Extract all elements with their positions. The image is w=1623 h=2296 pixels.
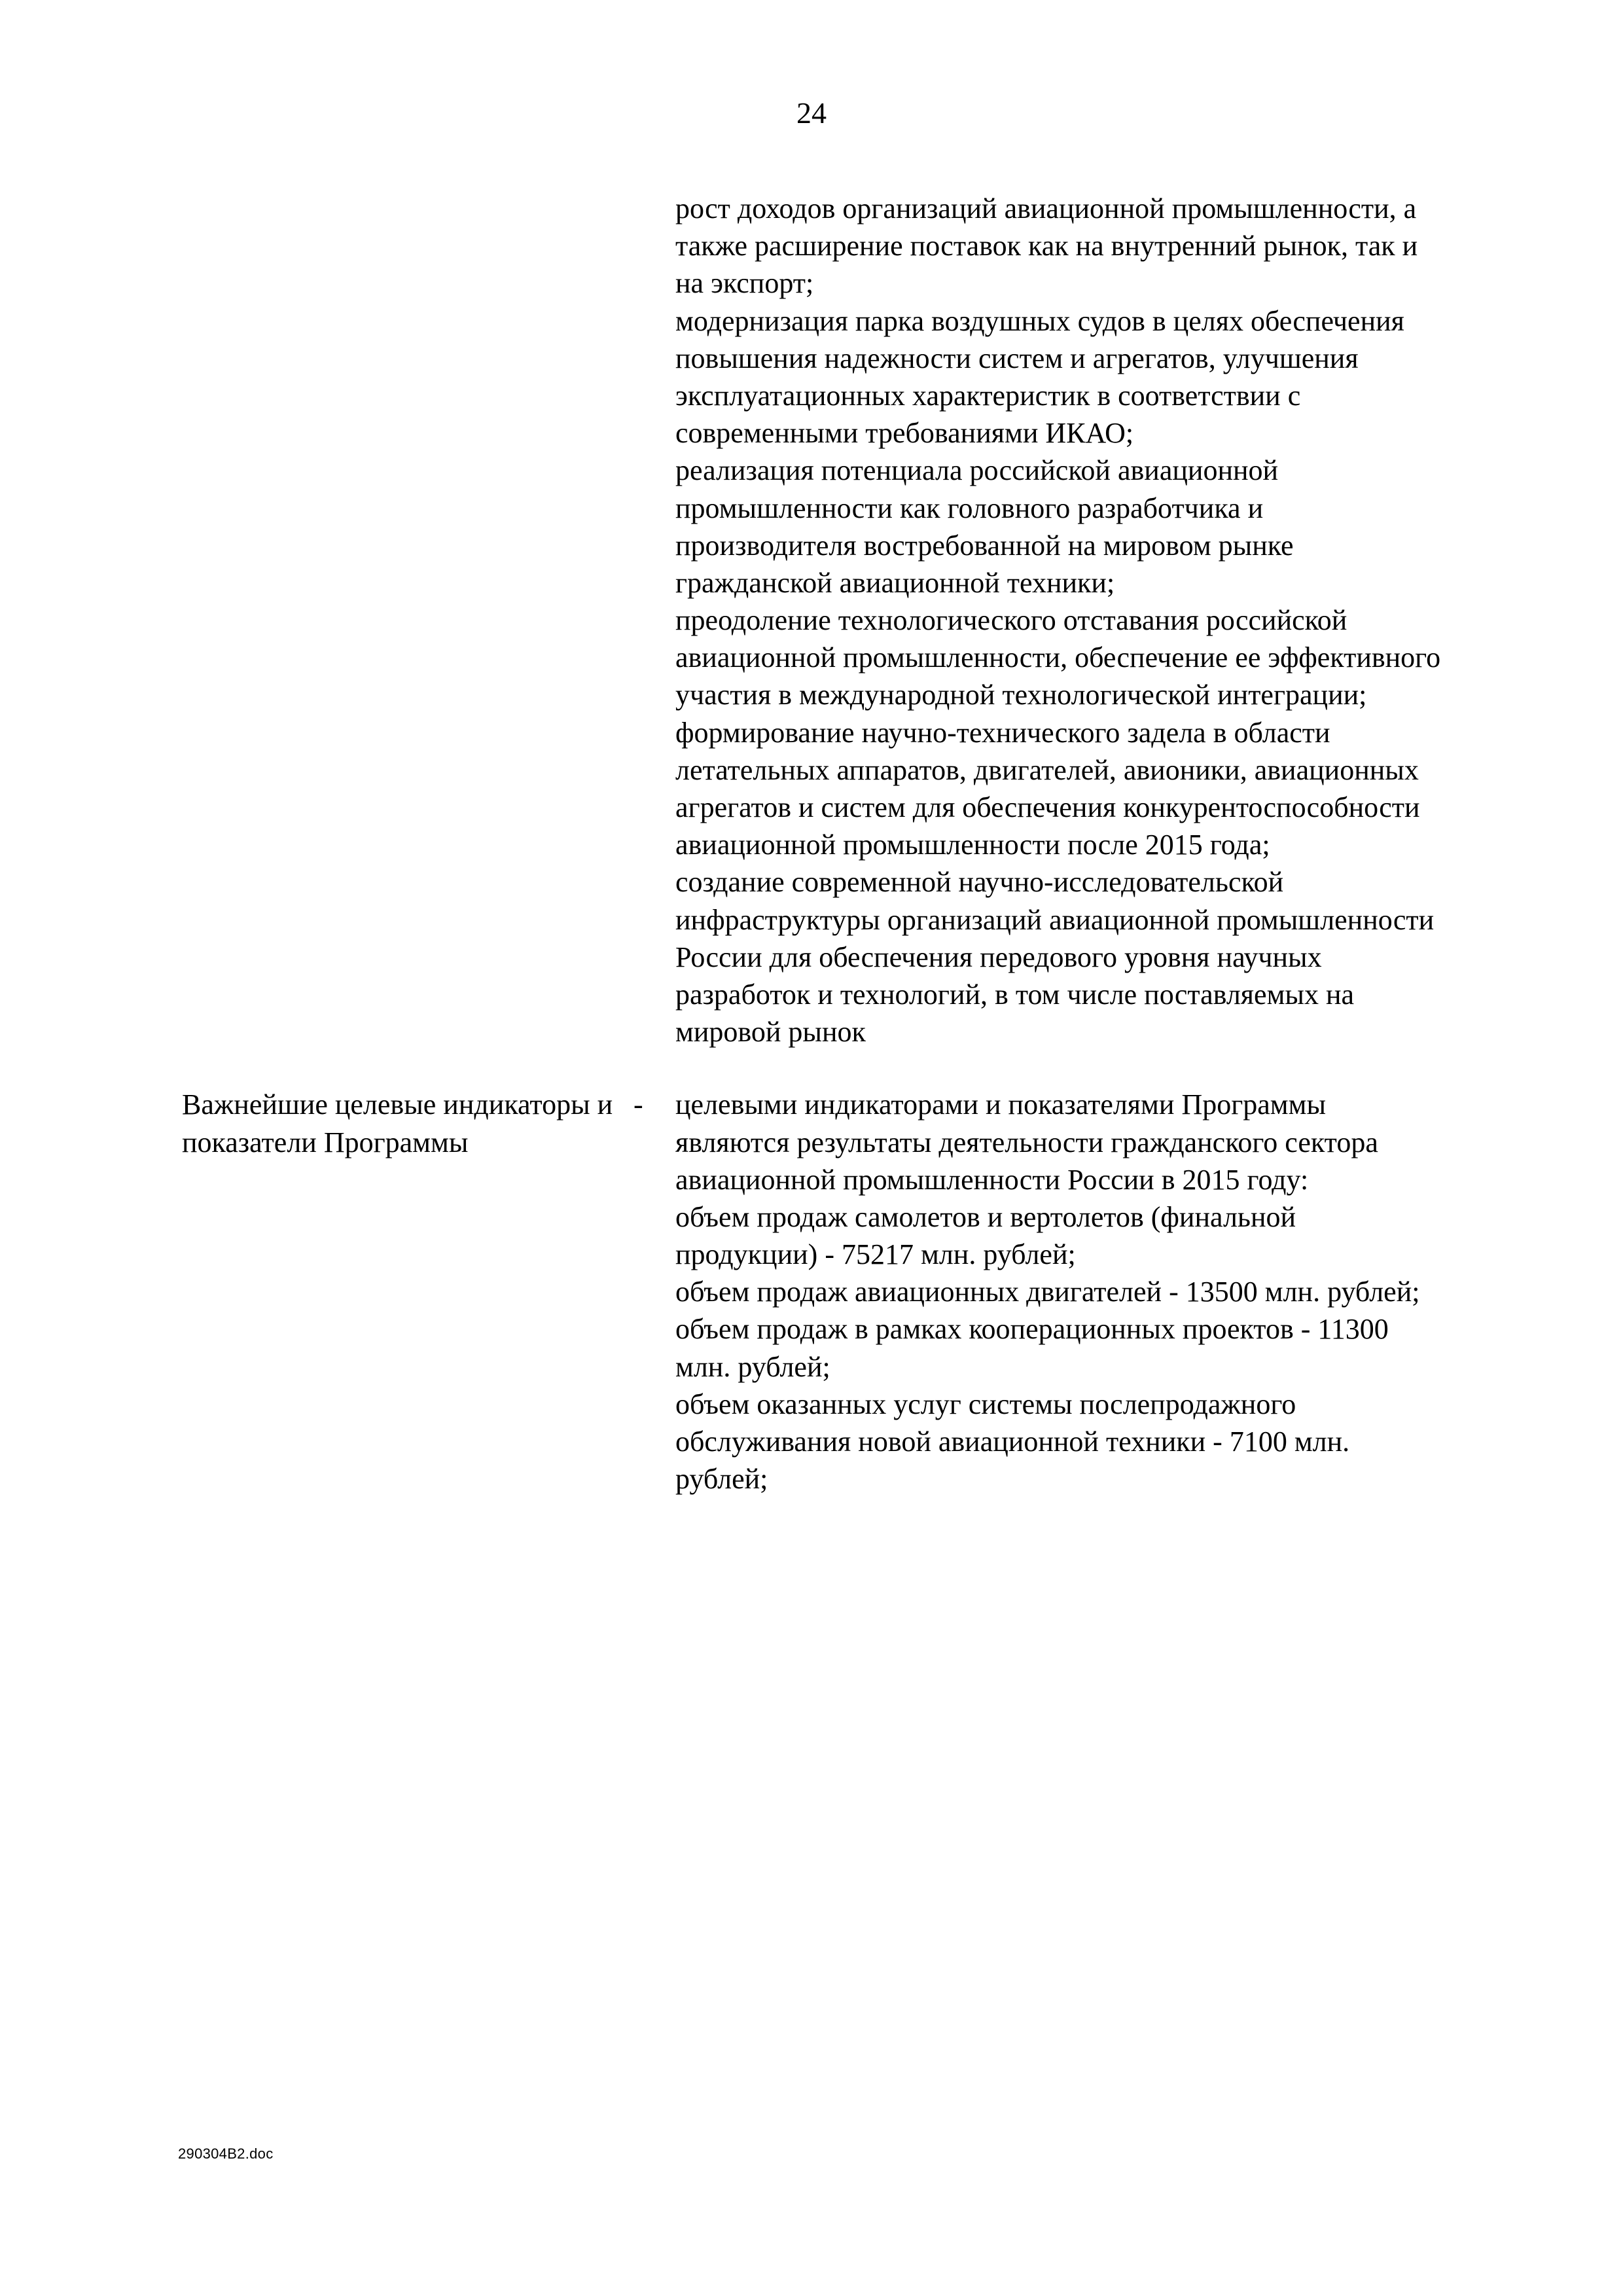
paragraph: объем оказанных услуг системы послепродажного обслуживания новой авиационной техники - 7100 млн. рублей; — [675, 1388, 1350, 1496]
paragraph: преодоление технологического отставания российской авиационной промышленности, обеспечение ее эффективного участия в международной технологической интеграции; — [675, 604, 1441, 711]
page-number: 24 — [796, 96, 827, 130]
block-spacer — [182, 1050, 1445, 1086]
document-body — [182, 190, 1445, 1498]
paragraph: реализация потенциала российской авиационной промышленности как головного разработчика и производителя востребованной на мировом рынке гражданской авиационной техники; — [675, 454, 1294, 599]
block-text — [675, 190, 1445, 1050]
paragraph: создание современной научно-исследовательской инфраструктуры организаций авиационной промышленности России для обеспечения передового уровня научных разработок и технологий, в том числе поставляемых на мировой рынок — [675, 866, 1435, 1049]
text-block-continuation — [182, 190, 1445, 1050]
paragraph: объем продаж самолетов и вертолетов (финальной продукции) - 75217 млн. рублей; — [675, 1200, 1296, 1271]
paragraph: объем продаж авиационных двигателей - 13500 млн. рублей; — [675, 1276, 1420, 1308]
text-block-indicators — [182, 1086, 1445, 1498]
paragraph: целевыми индикаторами и показателями Программы являются результаты деятельности гражданского сектора авиационной промышленности России в 2015 году: — [675, 1088, 1378, 1196]
paragraph: модернизация парка воздушных судов в целях обеспечения повышения надежности систем и агрегатов, улучшения эксплуатационных характеристик в соответствии с современными требованиями ИКАО; — [675, 304, 1404, 450]
paragraph: формирование научно-технического задела в области летательных аппаратов, двигателей, авионики, авиационных агрегатов и систем для обеспечения конкурентоспособности авиационной промышленности после 2015 года; — [675, 716, 1420, 861]
paragraph: объем продаж в рамках кооперационных проектов - 11300 млн. рублей; — [675, 1313, 1389, 1383]
block-dash: - — [633, 1088, 643, 1121]
block-text — [675, 1086, 1445, 1498]
block-label: Важнейшие целевые индикаторы и показатели Программы — [182, 1088, 613, 1158]
paragraph: рост доходов организаций авиационной промышленности, а также расширение поставок как на внутренний рынок, так и на экспорт; — [675, 192, 1418, 300]
footer-filename: 290304B2.doc — [178, 2145, 274, 2162]
